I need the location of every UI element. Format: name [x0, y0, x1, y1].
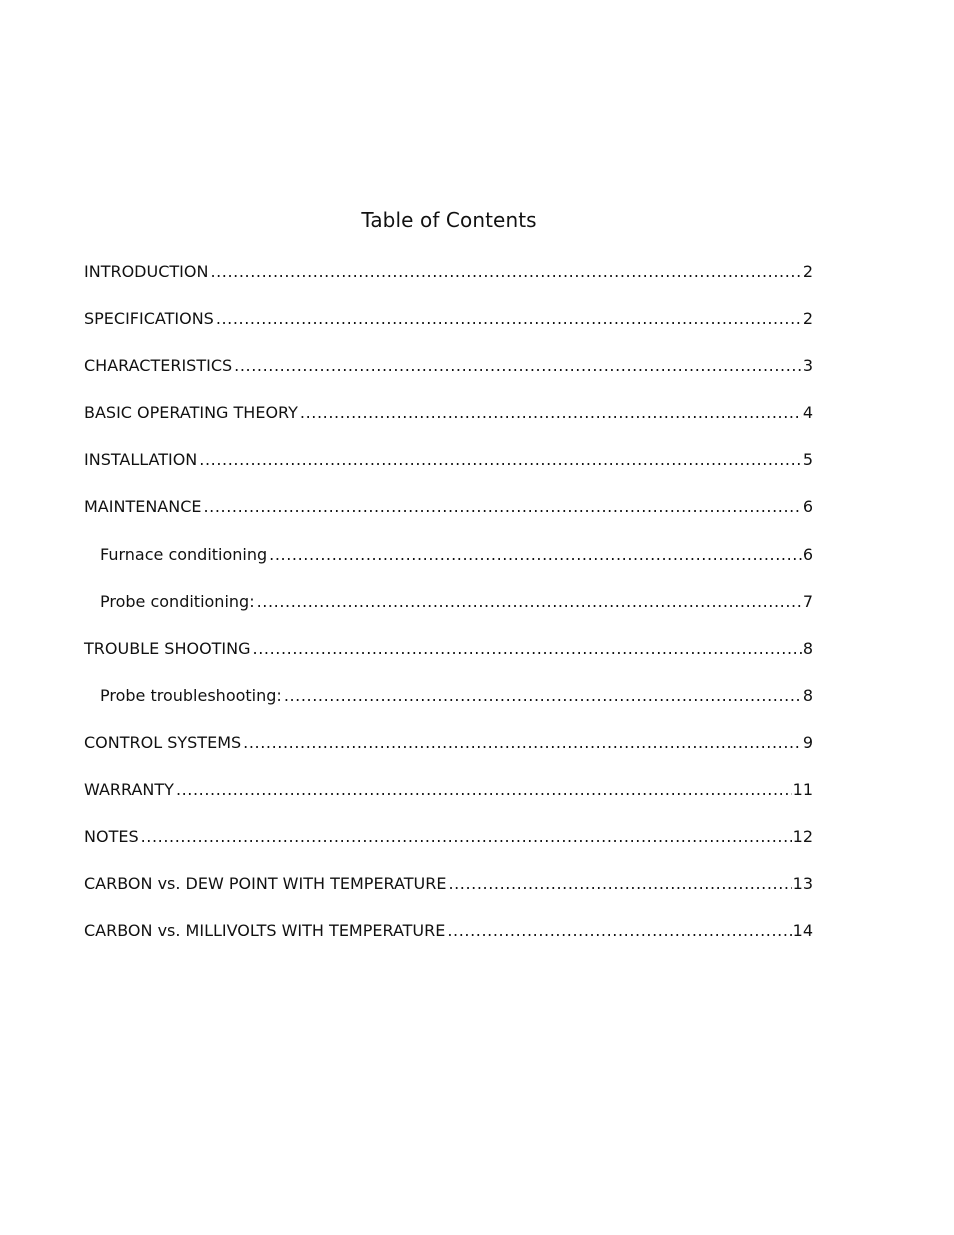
toc-entry-label: Furnace conditioning	[100, 544, 268, 564]
toc-entry-label: CARBON vs. MILLIVOLTS WITH TEMPERATURE	[84, 921, 446, 941]
toc-dot-leader	[269, 545, 802, 565]
toc-entry-page: 6	[802, 544, 813, 564]
toc-entry-page: 14	[792, 921, 813, 941]
toc-entry-basic-operating-theory[interactable]	[84, 403, 813, 450]
toc-entry-maintenance[interactable]	[84, 497, 813, 544]
toc-dot-leader	[216, 309, 802, 329]
toc-entry-carbon-vs-millivolts[interactable]	[84, 921, 813, 968]
toc-entry-page: 11	[792, 780, 813, 800]
toc-entry-page: 2	[802, 262, 813, 281]
toc-dot-leader	[257, 592, 802, 612]
toc-entry-page: 9	[802, 732, 813, 752]
toc-entry-installation[interactable]	[84, 450, 813, 497]
toc-dot-leader	[199, 450, 802, 470]
toc-entry-introduction[interactable]	[84, 262, 813, 309]
toc-dot-leader	[141, 827, 792, 847]
toc-entry-specifications[interactable]	[84, 309, 813, 356]
toc-entry-label: Probe conditioning:	[100, 591, 255, 611]
toc-dot-leader	[176, 780, 792, 800]
toc-entry-probe-conditioning[interactable]	[84, 592, 813, 639]
toc-dot-leader	[447, 921, 791, 941]
toc-entry-label: INTRODUCTION	[84, 262, 209, 281]
toc-dot-leader	[253, 639, 802, 659]
toc-dot-leader	[448, 874, 791, 894]
toc-entry-label: TROUBLE SHOOTING	[84, 638, 251, 658]
toc-entry-label: SPECIFICATIONS	[84, 309, 214, 329]
toc-entry-furnace-conditioning[interactable]	[84, 545, 813, 592]
toc-entry-control-systems[interactable]	[84, 733, 813, 780]
toc-entry-label: Probe troubleshooting:	[100, 685, 282, 705]
toc-dot-leader	[300, 403, 802, 423]
toc-dot-leader	[234, 356, 802, 376]
toc-dot-leader	[284, 686, 802, 706]
toc-entry-label: NOTES	[84, 827, 139, 847]
toc-entry-page: 2	[802, 309, 813, 329]
toc-dot-leader	[203, 497, 801, 517]
toc-list	[84, 262, 813, 968]
toc-entry-page: 4	[802, 403, 813, 423]
toc-entry-page: 6	[802, 497, 813, 517]
toc-title: Table of Contents	[361, 208, 537, 232]
toc-entry-page: 7	[802, 591, 813, 611]
toc-entry-label: WARRANTY	[84, 780, 174, 800]
toc-entry-warranty[interactable]	[84, 780, 813, 827]
toc-entry-carbon-vs-dew-point[interactable]	[84, 874, 813, 921]
toc-entry-label: CONTROL SYSTEMS	[84, 732, 242, 752]
toc-entry-characteristics[interactable]	[84, 356, 813, 403]
toc-entry-label: CHARACTERISTICS	[84, 356, 233, 376]
toc-entry-label: BASIC OPERATING THEORY	[84, 403, 298, 423]
toc-dot-leader	[243, 733, 802, 753]
toc-entry-notes[interactable]	[84, 827, 813, 874]
toc-dot-leader	[210, 262, 801, 282]
toc-entry-page: 12	[792, 827, 813, 847]
toc-entry-page: 8	[802, 685, 813, 705]
toc-entry-page: 8	[802, 638, 813, 658]
toc-entry-label: MAINTENANCE	[84, 497, 202, 517]
toc-entry-trouble-shooting[interactable]	[84, 639, 813, 686]
toc-entry-page: 3	[802, 356, 813, 376]
toc-entry-label: INSTALLATION	[84, 450, 198, 470]
toc-entry-page: 5	[802, 450, 813, 470]
toc-entry-page: 13	[792, 874, 813, 894]
toc-entry-probe-troubleshooting[interactable]	[84, 686, 813, 733]
toc-entry-label: CARBON vs. DEW POINT WITH TEMPERATURE	[84, 874, 447, 894]
